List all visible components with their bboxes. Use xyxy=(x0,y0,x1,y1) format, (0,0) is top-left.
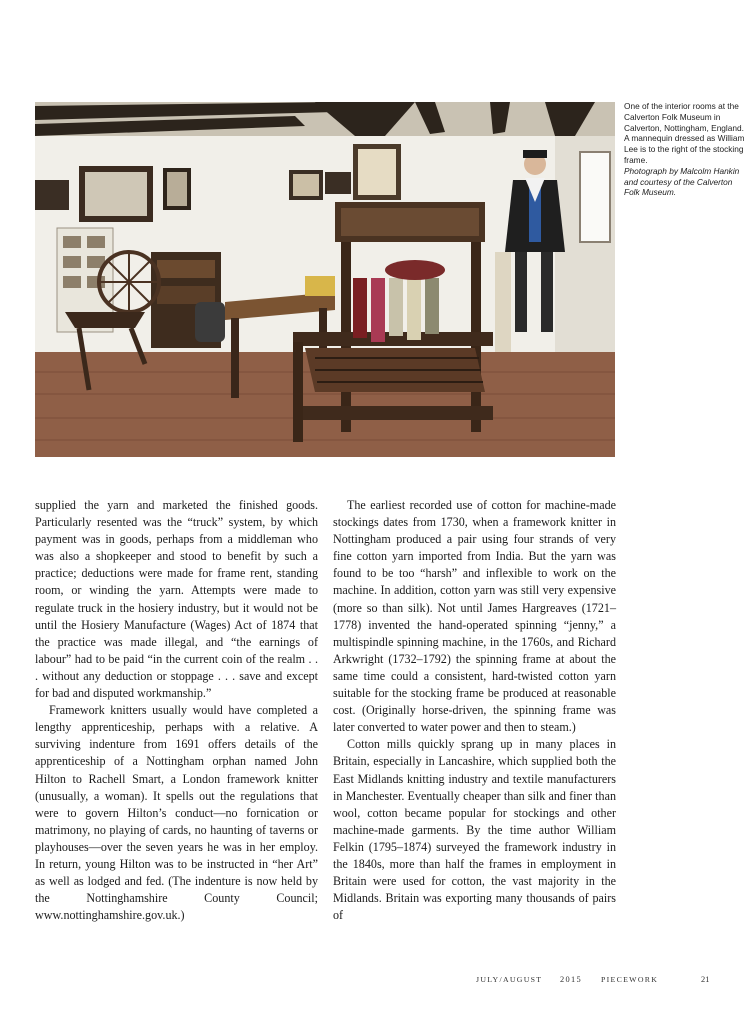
footer-year: 2015 xyxy=(560,975,582,984)
photo-caption xyxy=(624,101,746,198)
caption-text: One of the interior rooms at the Calverton Folk Museum in Calverton, Nottingham, England. A mannequin dressed as William Lee is to the right of the stocking frame. xyxy=(624,101,745,165)
photo-credit: Photograph by Malcolm Hankin and courtesy of the Calverton Folk Museum. xyxy=(624,165,740,198)
footer-magazine-name: PIECEWORK xyxy=(601,975,659,984)
left-text-column xyxy=(35,497,318,924)
right-paragraph-1: The earliest recorded use of cotton for machine-made stockings dates from 1730, when a framework knitter in Nottingham produced a pair using four strands of very fine cotton yarn imported from India. But the yarn was found to be too “harsh” and inflexible to work on the machine. In addition, cotton yarn was still very expensive (more so than silk). Not until James Hargreaves (1721–1778) invented the hand-operated spinning “jenny,” a multispindle spinning machine, in the 1760s, and Richard Arkwright (1732–1792) the spinning frame at about the same time could a consistent, hard-twisted cotton yarn suitable for the stocking frame be produced at reasonable cost. (Originally horse-driven, the spinning frame was later converted to water power and then to steam.) xyxy=(333,498,616,735)
footer-issue: JULY/AUGUST xyxy=(476,975,543,984)
page-number: 21 xyxy=(701,975,710,984)
left-paragraph-1: supplied the yarn and marketed the finished goods. Particularly resented was the “truck” system, by which payment was in goods, perhaps from a middleman who was also a shopkeeper and stood to benefit by such a practice; deductions were made for frame rent, standing room, or winding the yarn. Attempts were made to regulate truck in the hosiery industry, but it would not be until the Hosiery Manufacture (Wages) Act of 1874 that the practice was made illegal, and “the earnings of labour” had to be paid “in the current coin of the realm . . . without any deduction or stoppage . . . save and except for bad and disputed workmanship.” xyxy=(35,498,318,701)
right-paragraph-2: Cotton mills quickly sprang up in many places in Britain, especially in Lancashire, which supplied both the East Midlands knitting industry and textile manufacturers in Manchester. Eventually cheaper than silk and finer than wool, cotton became popular for stockings and other machine-made garments. By the time author William Felkin (1795–1874) surveyed the framework industry in the 1840s, more than half the frames in employment in Britain were used for cotton, the vast majority in the Midlands. Britain was exporting many thousands of pairs of xyxy=(333,737,616,923)
left-paragraph-2: Framework knitters usually would have completed a lengthy apprenticeship, perhaps with a relative. A surviving indenture from 1691 offers details of the apprenticeship of a Nottingham orphan named John Hilton to Rachell Smart, a London framework knitter (unusually, a woman). It spells out the regulations that were to govern Hilton’s conduct—no fornication or matrimony, no playing of cards, no haunting of taverns or playhouses—over the seven years he was in her employ. In return, young Hilton was to be instructed in “her Art” as well as lodged and fed. (The indenture is now held by the Nottinghamshire County Council; www.nottinghamshire.gov.uk.) xyxy=(35,703,318,923)
right-text-column xyxy=(333,497,616,924)
museum-interior-photo xyxy=(35,102,615,457)
